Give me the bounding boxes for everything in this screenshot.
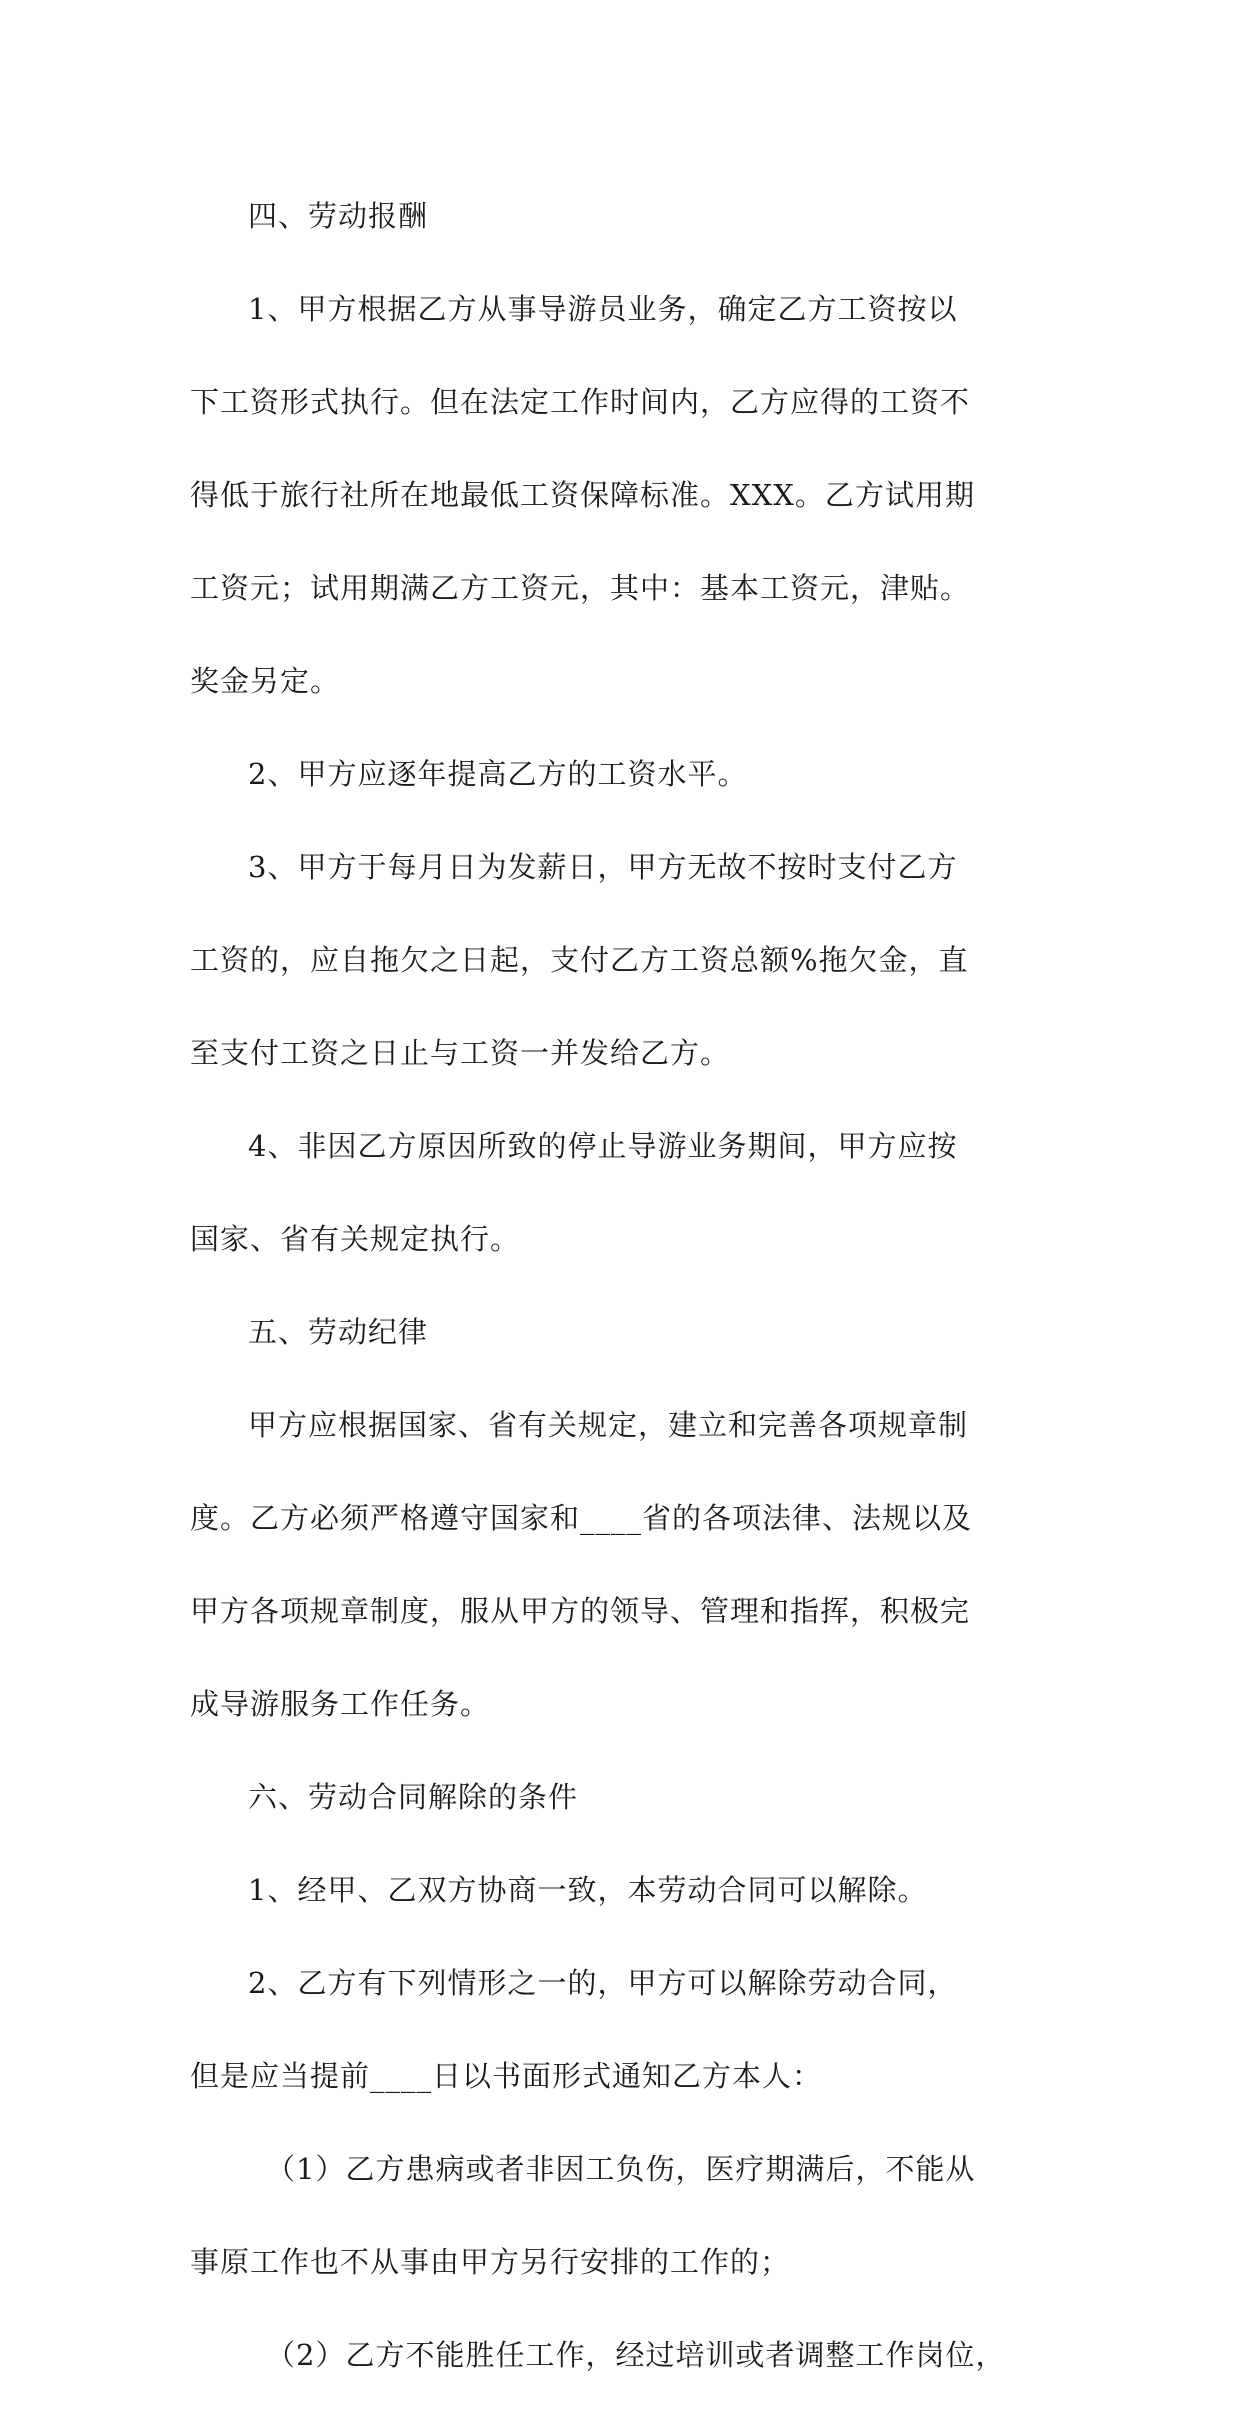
paragraph-line: 甲方应根据国家、省有关规定，建立和完善各项规章制 [248, 1408, 969, 1442]
list-item-line: 事原工作也不从事由甲方另行安排的工作的； [190, 2245, 791, 2279]
paragraph-line: 工资元；试用期满乙方工资元，其中：基本工资元，津贴。 [190, 571, 971, 605]
paragraph-line: 2、乙方有下列情形之一的，甲方可以解除劳动合同， [248, 1966, 958, 2000]
paragraph-line: 1、甲方根据乙方从事导游员业务，确定乙方工资按以 [248, 292, 958, 326]
paragraph-line: 成导游服务工作任务。 [190, 1687, 491, 1721]
section-heading-discipline: 五、劳动纪律 [248, 1315, 429, 1349]
paragraph-line: 2、甲方应逐年提高乙方的工资水平。 [248, 757, 748, 791]
section-heading-remuneration: 四、劳动报酬 [248, 199, 429, 233]
list-item-line: （1）乙方患病或者非因工负伤，医疗期满后，不能从 [266, 2152, 976, 2186]
paragraph-line: 得低于旅行社所在地最低工资保障标准。XXX。乙方试用期 [190, 478, 975, 512]
document-body [190, 155, 1060, 2416]
paragraph-line: 但是应当提前____日以书面形式通知乙方本人： [190, 2059, 823, 2093]
paragraph-line: 1、经甲、乙双方协商一致，本劳动合同可以解除。 [248, 1873, 928, 1907]
paragraph-line: 至支付工资之日止与工资一并发给乙方。 [190, 1036, 731, 1070]
paragraph-line: 甲方各项规章制度，服从甲方的领导、管理和指挥，积极完 [190, 1594, 971, 1628]
paragraph-line: 4、非因乙方原因所致的停止导游业务期间，甲方应按 [248, 1129, 958, 1163]
paragraph-line: 下工资形式执行。但在法定工作时间内，乙方应得的工资不 [190, 385, 971, 419]
section-heading-termination: 六、劳动合同解除的条件 [248, 1780, 579, 1814]
paragraph-line: 度。乙方必须严格遵守国家和____省的各项法律、法规以及 [190, 1501, 973, 1535]
paragraph-line: 工资的，应自拖欠之日起，支付乙方工资总额%拖欠金，直 [190, 943, 969, 977]
list-item-line: （2）乙方不能胜任工作，经过培训或者调整工作岗位， [266, 2338, 1006, 2372]
paragraph-line: 3、甲方于每月日为发薪日，甲方无故不按时支付乙方 [248, 850, 958, 884]
paragraph-line: 国家、省有关规定执行。 [190, 1222, 521, 1256]
paragraph-line: 奖金另定。 [190, 664, 341, 698]
